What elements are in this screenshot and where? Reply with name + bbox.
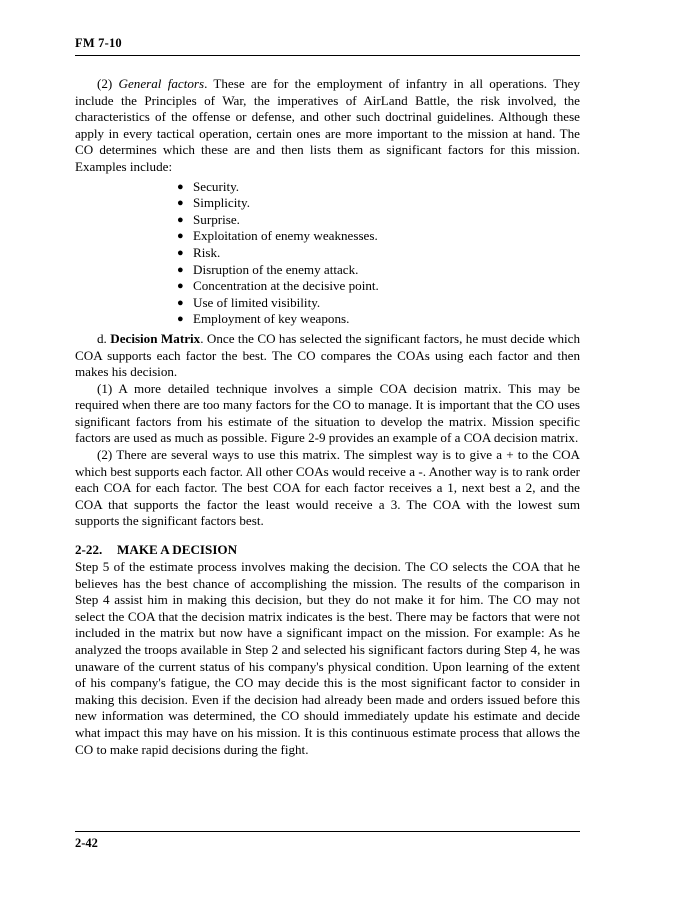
list-item-label: Simplicity. <box>193 195 250 211</box>
manual-id: FM 7-10 <box>75 36 122 50</box>
bullet-icon: ● <box>177 263 184 276</box>
paragraph-1: (1) A more detailed technique involves a simple COA decision matrix. This may be required when there are too many factors for the CO to manage. It is important that the CO uses significant factors from his estimate of the situation to develop the matrix. Mission specific factors are used as much as possible. Figure 2-9 provides an example of a COA decision matrix. <box>75 380 580 446</box>
general-factors-term: General factors <box>118 76 205 91</box>
list-item-label: Use of limited visibility. <box>193 294 321 310</box>
list-item-label: Exploitation of enemy weaknesses. <box>193 228 378 244</box>
page-header <box>75 36 580 56</box>
bullet-icon: ● <box>177 213 184 226</box>
decision-matrix-term: Decision Matrix <box>110 330 201 346</box>
paragraph-make-a-decision: Step 5 of the estimate process involves making the decision. The CO selects the COA that he believes has the best chance of accomplishing the mission. The results of the comparison in Step 4 assist him in making this decision, but they do not make it for him. The CO may not select the COA that the decision matrix indicates is the best. There may be factors that were not included in the matrix but now have a significant impact on the mission. For example: As he analyzed the troops available in Step 2 and selected his significant factors during Step 4, he was unaware of the current status of his company's physical condition. Upon learning of the extent of his company's fatigue, the CO may decide this is the most significant factor to consider in making this decision. Even if the decision had already been made and orders issued before this new information was determined, the CO should immediately update his estimate and decide what impact this may have on his mission. It is this continuous estimate process that allows the CO to make rapid decisions during the fight. <box>75 559 580 757</box>
list-item <box>177 278 580 295</box>
list-item-label: Disruption of the enemy attack. <box>193 261 359 277</box>
list-item-label: Surprise. <box>193 211 240 227</box>
section-heading <box>75 541 580 558</box>
bullet-icon: ● <box>177 230 184 243</box>
page-footer <box>75 831 580 851</box>
decision-matrix-marker: d. <box>97 330 111 346</box>
bullet-icon: ● <box>177 246 184 259</box>
list-item-label: Employment of key weapons. <box>193 311 350 327</box>
list-item <box>177 228 580 245</box>
examples-bullet-list <box>75 179 580 328</box>
bullet-icon: ● <box>177 180 184 193</box>
section-number: 2-22. <box>75 542 103 558</box>
paragraph-general-factors <box>75 76 580 176</box>
general-factors-text: . These are for the employment of infantry in all operations. They include the Principles of War, the imperatives of AirLand Battle, the risk involved, the characteristics of the offense or defense, and other such doctrinal guidelines. Although these apply in every tactical operation, certain ones are more important to the mission at hand. The CO determines which these are and then lists them as significant factors for this mission. Examples include: <box>75 76 581 174</box>
general-factors-marker: (2) <box>97 76 119 91</box>
bullet-icon: ● <box>177 197 184 210</box>
list-item <box>177 211 580 229</box>
page-number: 2-42 <box>75 836 98 850</box>
bullet-icon: ● <box>177 313 184 326</box>
section-spacer <box>75 530 580 541</box>
decision-matrix-text: . Once the CO has selected the significant factors, he must decide which COA supports each factor the best. The CO compares the COAs using each factor and then makes his decision. <box>75 330 581 380</box>
paragraph-decision-matrix <box>75 331 580 381</box>
page-body <box>75 76 580 758</box>
footer-divider <box>75 831 580 832</box>
bullet-icon: ● <box>177 296 184 309</box>
list-item <box>177 311 580 328</box>
list-item <box>177 178 580 196</box>
list-item <box>177 244 580 262</box>
section-title: MAKE A DECISION <box>117 542 238 558</box>
list-item <box>177 261 580 279</box>
list-item-label: Concentration at the decisive point. <box>193 278 379 294</box>
list-item-label: Risk. <box>193 244 221 260</box>
list-item-label: Security. <box>193 178 240 194</box>
paragraph-2: (2) There are several ways to use this matrix. The simplest way is to give a + to the COA which best supports each factor. All other COAs would receive a -. Another way is to rank order each COA for each factor. The best COA for each factor receives a 1, next best a 2, and the COA that supports the factor the least would receive a 3. The COA with the lowest sum supports the significant factors best. <box>75 447 580 529</box>
list-item <box>177 294 580 312</box>
bullet-icon: ● <box>177 280 184 293</box>
header-divider <box>75 55 580 56</box>
list-item <box>177 195 580 212</box>
